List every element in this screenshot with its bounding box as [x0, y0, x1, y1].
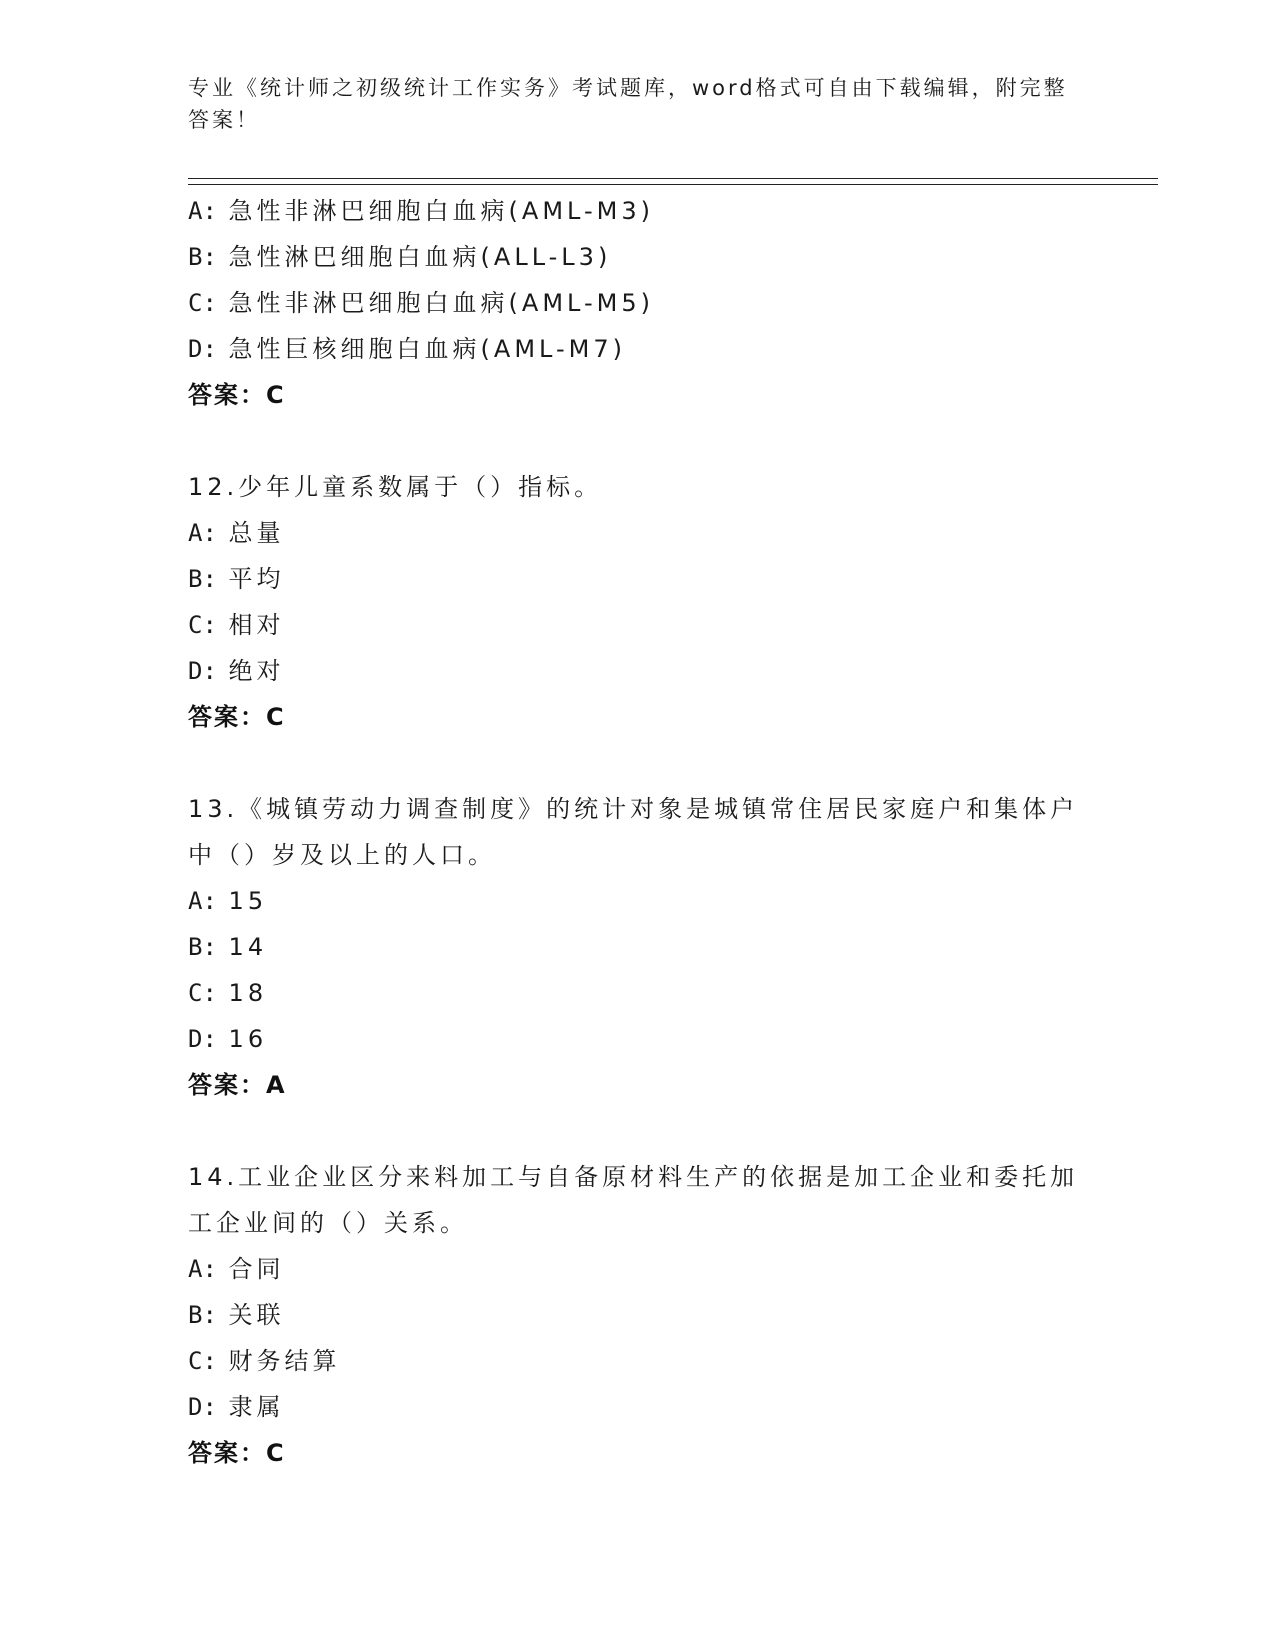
question-11 — [188, 188, 1088, 418]
option-a: A: 急性非淋巴细胞白血病(AML-M3) — [188, 197, 654, 225]
option-text: 合同 — [228, 1255, 285, 1283]
option-text: 总量 — [228, 519, 285, 547]
option-text: 15 — [228, 887, 268, 915]
option-text: 隶属 — [228, 1393, 285, 1421]
answer-line: 答案：C — [188, 1439, 286, 1467]
question-14 — [188, 1154, 1088, 1476]
option-d: D: 急性巨核细胞白血病(AML-M7) — [188, 335, 626, 363]
option-c: C: 18 — [188, 979, 268, 1007]
question-12 — [188, 464, 1088, 740]
question-list — [188, 188, 1088, 1476]
option-d: D: 16 — [188, 1025, 268, 1053]
document-header: 专业《统计师之初级统计工作实务》考试题库，word格式可自由下载编辑，附完整答案！ — [188, 76, 1068, 132]
option-text: 相对 — [228, 611, 285, 639]
header-divider-bottom — [188, 184, 1158, 185]
option-a: A: 合同 — [188, 1255, 285, 1283]
answer-line: 答案：A — [188, 1071, 287, 1099]
answer-line: 答案：C — [188, 381, 286, 409]
header-divider-top — [188, 178, 1158, 179]
question-text: 13.《城镇劳动力调查制度》的统计对象是城镇常住居民家庭户和集体户中（）岁及以上的人口。 — [188, 795, 1079, 869]
option-text: 平均 — [228, 565, 285, 593]
option-a: A: 15 — [188, 887, 268, 915]
option-b: B: 关联 — [188, 1301, 285, 1329]
option-a: A: 总量 — [188, 519, 285, 547]
option-text: 财务结算 — [228, 1347, 341, 1375]
option-text: 急性非淋巴细胞白血病(AML-M5) — [228, 289, 654, 317]
option-text: 14 — [228, 933, 268, 961]
option-c: C: 急性非淋巴细胞白血病(AML-M5) — [188, 289, 654, 317]
question-13 — [188, 786, 1088, 1108]
option-text: 16 — [228, 1025, 268, 1053]
option-d: D: 隶属 — [188, 1393, 285, 1421]
option-text: 急性非淋巴细胞白血病(AML-M3) — [228, 197, 654, 225]
option-text: 18 — [228, 979, 268, 1007]
option-text: 绝对 — [228, 657, 285, 685]
answer-line: 答案：C — [188, 703, 286, 731]
option-b: B: 急性淋巴细胞白血病(ALL-L3) — [188, 243, 612, 271]
option-text: 关联 — [228, 1301, 285, 1329]
option-text: 急性巨核细胞白血病(AML-M7) — [228, 335, 626, 363]
option-c: C: 相对 — [188, 611, 285, 639]
option-b: B: 平均 — [188, 565, 285, 593]
question-text: 12.少年儿童系数属于（）指标。 — [188, 473, 603, 501]
question-text: 14.工业企业区分来料加工与自备原材料生产的依据是加工企业和委托加工企业间的（）关系。 — [188, 1163, 1079, 1237]
option-d: D: 绝对 — [188, 657, 285, 685]
option-c: C: 财务结算 — [188, 1347, 341, 1375]
option-b: B: 14 — [188, 933, 268, 961]
option-text: 急性淋巴细胞白血病(ALL-L3) — [228, 243, 612, 271]
